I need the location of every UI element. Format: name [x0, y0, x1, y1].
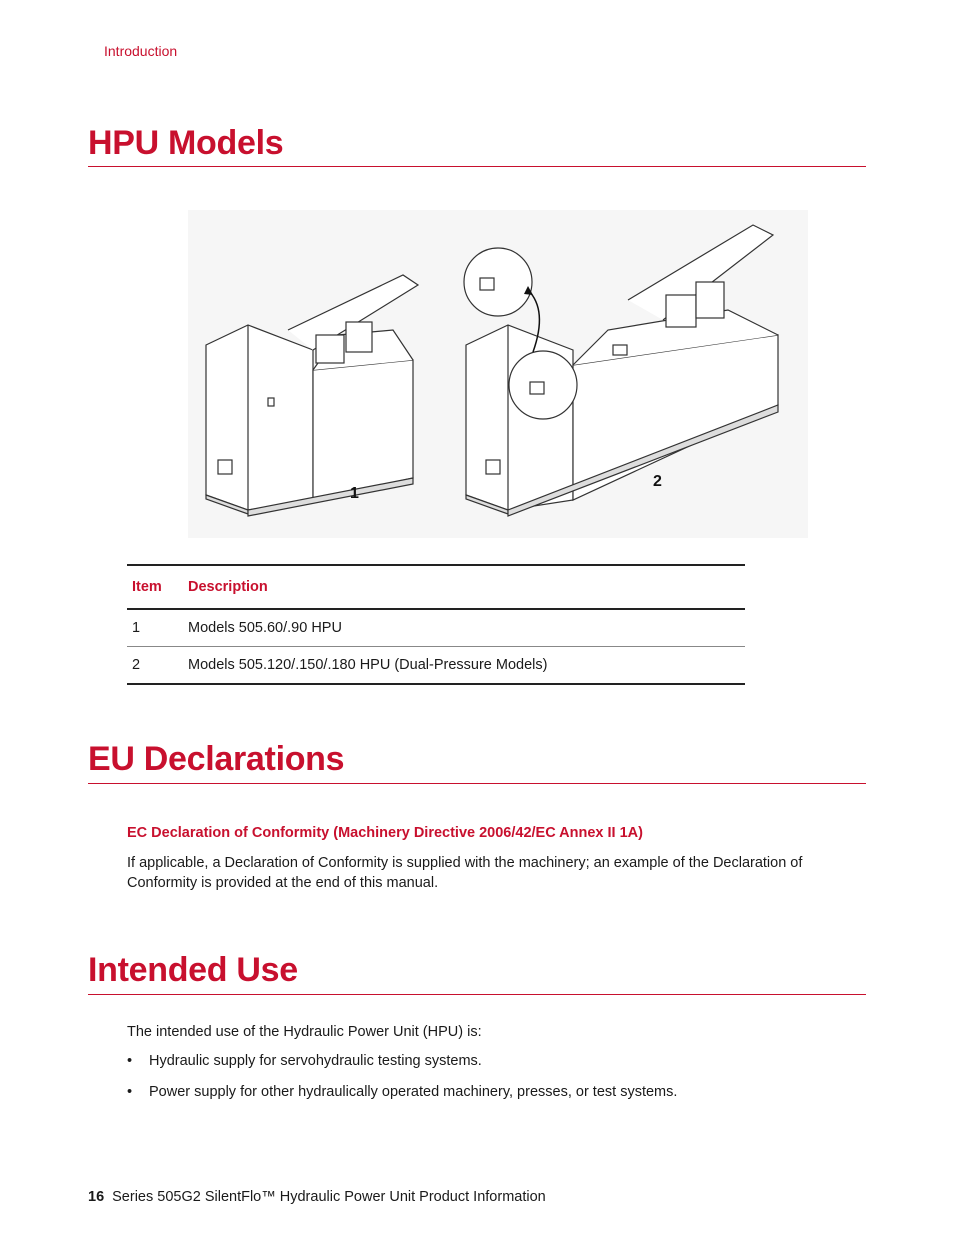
list-item-text: Hydraulic supply for servohydraulic testing systems. — [149, 1053, 482, 1069]
row-description: Models 505.120/.150/.180 HPU (Dual-Pressure Models) — [188, 657, 548, 673]
table-row — [127, 647, 745, 685]
figure-callout-2: 2 — [653, 473, 662, 490]
footer-title: Series 505G2 SilentFlo™ Hydraulic Power Unit Product Information — [112, 1189, 546, 1205]
table-row — [127, 610, 745, 647]
row-item: 1 — [132, 620, 141, 636]
table-header — [127, 564, 745, 610]
hpu-models-illustration — [188, 210, 808, 538]
ec-declaration-subheading: EC Declaration of Conformity (Machinery Directive 2006/42/EC Annex II 1A) — [127, 825, 643, 841]
section-title-intended-use: Intended Use — [88, 951, 298, 989]
row-description: Models 505.60/.90 HPU — [188, 620, 342, 636]
figure-callout-1: 1 — [350, 485, 359, 502]
section-rule — [88, 166, 866, 167]
page-footer — [88, 1189, 546, 1205]
bullet-glyph: • — [127, 1053, 133, 1069]
row-item: 2 — [132, 657, 141, 673]
models-table — [127, 564, 745, 685]
page-number: 16 — [88, 1189, 105, 1205]
section-title-eu-declarations: EU Declarations — [88, 740, 345, 778]
intended-use-intro: The intended use of the Hydraulic Power Unit (HPU) is: — [127, 1024, 482, 1040]
list-item-text: Power supply for other hydraulically operated machinery, presses, or test systems. — [149, 1084, 678, 1100]
ec-declaration-paragraph: If applicable, a Declaration of Conformity is supplied with the machinery; an example of the Declaration of Conformity is provided at the end of this manual. — [127, 855, 803, 891]
section-rule — [88, 994, 866, 995]
header-item: Item — [132, 579, 162, 595]
section-title-hpu-models: HPU Models — [88, 124, 284, 162]
bullet-glyph: • — [127, 1084, 133, 1100]
header-description: Description — [188, 579, 268, 595]
running-head: Introduction — [104, 43, 178, 59]
section-rule — [88, 783, 866, 784]
